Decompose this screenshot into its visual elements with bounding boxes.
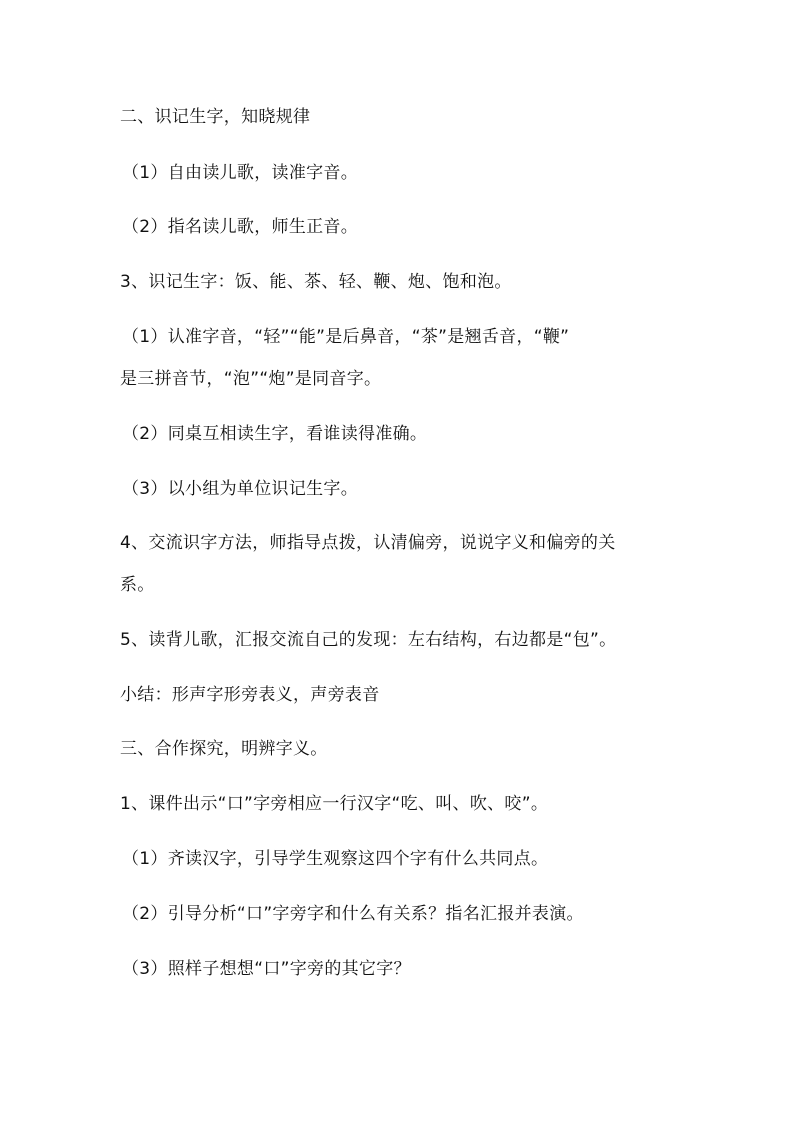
section-heading-2: 二、识记生字，知晓规律 xyxy=(120,107,311,127)
step-3: 3、识记生字：饭、能、茶、轻、鞭、炮、饱和泡。 xyxy=(120,272,512,292)
section-heading-3: 三、合作探究，明辨字义。 xyxy=(120,739,328,759)
step-4: 4、交流识字方法，师指导点拨，认清偏旁，说说字义和偏旁的关 xyxy=(120,533,616,553)
step-5: 5、读背儿歌，汇报交流自己的发现：左右结构，右边都是“包”。 xyxy=(120,630,617,650)
step-4-continuation: 系。 xyxy=(120,575,155,595)
list-item: （1）齐读汉字，引导学生观察这四个字有什么共同点。 xyxy=(122,849,549,869)
list-item: （3）以小组为单位识记生字。 xyxy=(122,479,359,499)
list-item-continuation: 是三拼音节，“泡”“炮”是同音字。 xyxy=(120,369,382,389)
list-item: （2）指名读儿歌，师生正音。 xyxy=(122,217,359,237)
list-item: （2）同桌互相读生字，看谁读得准确。 xyxy=(122,424,428,444)
list-item: （1）认准字音，“轻”“能”是后鼻音，“茶”是翘舌音，“鞭” xyxy=(122,327,570,347)
list-item: （3）照样子想想“口”字旁的其它字？ xyxy=(122,959,411,979)
list-item: （1）自由读儿歌，读准字音。 xyxy=(122,163,359,183)
summary: 小结：形声字形旁表义，声旁表音 xyxy=(120,685,380,705)
step-1: 1、课件出示“口”字旁相应一行汉字“吃、叫、吹、咬”。 xyxy=(120,794,549,814)
list-item: （2）引导分析“口”字旁字和什么有关系？指名汇报并表演。 xyxy=(122,904,584,924)
